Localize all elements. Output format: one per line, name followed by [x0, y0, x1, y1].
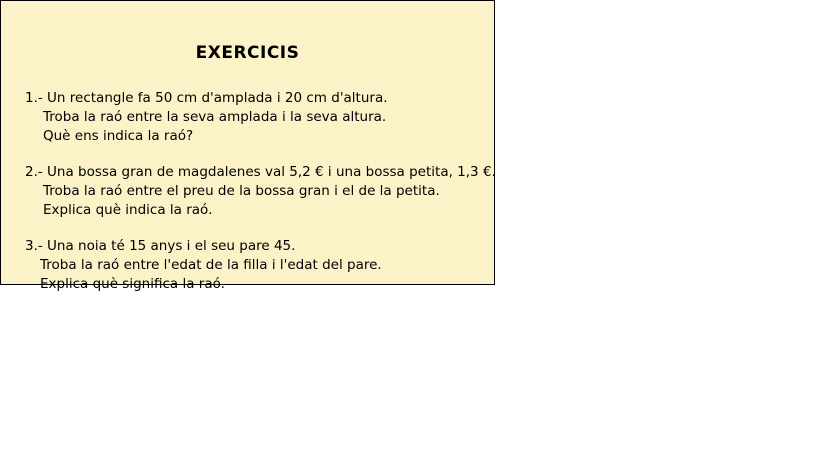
exercise-line: 2.- Una bossa gran de magdalenes val 5,2 € i una bossa petita, 1,3 €. [25, 164, 496, 180]
exercise-line: Què ens indica la raó? [43, 128, 194, 144]
page-title: EXERCICIS [195, 43, 300, 63]
exercise-line: Explica què indica la raó. [43, 202, 213, 218]
exercise-line: 1.- Un rectangle fa 50 cm d'amplada i 20 cm d'altura. [25, 90, 388, 106]
exercise-line: 3.- Una noia té 15 anys i el seu pare 45. [25, 238, 296, 254]
list-item [25, 89, 494, 146]
exercise-line: Troba la raó entre el preu de la bossa gran i el de la petita. [43, 183, 440, 199]
exercise-line: Troba la raó entre l'edat de la filla i l'edat del pare. [40, 257, 382, 273]
list-item [25, 163, 494, 220]
exercise-line: Troba la raó entre la seva amplada i la seva altura. [43, 109, 387, 125]
exercise-list [1, 89, 494, 294]
exercise-panel [0, 0, 496, 292]
exercise-line: Explica què significa la raó. [40, 276, 225, 292]
list-item [25, 237, 494, 294]
